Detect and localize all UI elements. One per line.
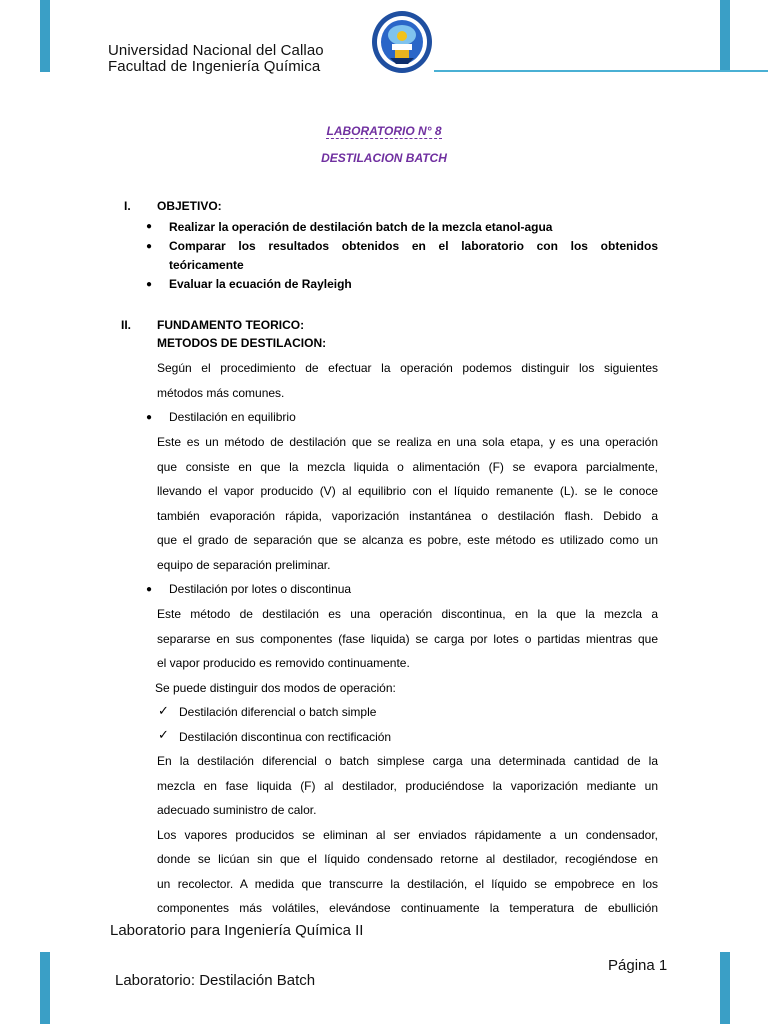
method2-line: separarse en sus componentes (fase liquida) se carga por lotes o partidas mientras que	[157, 632, 658, 646]
bullet-icon: ●	[146, 584, 153, 595]
bullet-icon: ●	[146, 241, 153, 252]
intro-line: métodos más comunes.	[157, 386, 285, 400]
method1-line: que consiste en que la mezcla liquida o alimentación (F) se evapora parcialmente,	[157, 460, 658, 474]
paragraph-line: Los vapores producidos se eliminan al ser enviados rápidamente a un condensador,	[157, 828, 658, 842]
university-seal-logo	[370, 10, 434, 74]
course-footer: Laboratorio para Ingeniería Química II	[110, 922, 364, 939]
university-name: Universidad Nacional del Callao	[108, 42, 324, 59]
lab-topic-title: DESTILACION BATCH	[321, 151, 447, 165]
faculty-name: Facultad de Ingeniería Química	[108, 58, 321, 75]
method1-line: que el grado de separación que se alcanza es pobre, este método es utilizado como un	[157, 533, 658, 547]
lab-number-title: LABORATORIO N° 8	[326, 124, 442, 138]
objective-item: Comparar los resultados obtenidos en el laboratorio con los obtenidos	[169, 239, 658, 253]
paragraph-line: En la destilación diferencial o batch simplese carga una determinada cantidad de la	[157, 754, 658, 768]
bullet-icon: ●	[146, 221, 153, 232]
paragraph-line: componentes más volátiles, elevándose continuamente la temperatura de ebullición	[157, 901, 658, 915]
bullet-icon: ●	[146, 279, 153, 290]
modes-intro: Se puede distinguir dos modos de operación:	[155, 681, 396, 695]
section1-numeral: I.	[124, 199, 131, 213]
right-bottom-bar	[720, 952, 730, 1024]
paragraph-line: adecuado suministro de calor.	[157, 803, 317, 817]
method2-line: Este método de destilación es una operación discontinua, en la que la mezcla a	[157, 607, 658, 621]
method1-title: Destilación en equilibrio	[169, 410, 296, 424]
right-top-bar	[720, 0, 730, 72]
lab-title-footer: Laboratorio: Destilación Batch	[115, 972, 316, 989]
method1-line: también evaporación rápida, vaporización instantánea o destilación flash. Debido a	[157, 509, 658, 523]
objective-item-continued: teóricamente	[169, 258, 244, 272]
method1-line: llevando el vapor producido (V) al equilibrio con el líquido remanente (L). se le conoce	[157, 484, 658, 498]
objective-item: Realizar la operación de destilación batch de la mezcla etanol-agua	[169, 220, 553, 234]
page-number: Página 1	[608, 957, 668, 974]
mode-item: Destilación discontinua con rectificación	[179, 730, 392, 744]
method2-title: Destilación por lotes o discontinua	[169, 582, 352, 596]
left-bottom-bar	[40, 952, 50, 1024]
method1-line: Este es un método de destilación que se realiza en una sola etapa, y es una operación	[157, 435, 658, 449]
checkmark-icon: ✓	[158, 703, 169, 718]
paragraph-line: mezcla en fase liquida (F) al destilador, produciéndose la vaporización mediante un	[157, 779, 658, 793]
header-rule	[434, 70, 768, 72]
objective-item: Evaluar la ecuación de Rayleigh	[169, 277, 352, 291]
mode-item: Destilación diferencial o batch simple	[179, 705, 377, 719]
section2-numeral: II.	[121, 318, 132, 332]
intro-line: Según el procedimiento de efectuar la operación podemos distinguir los siguientes	[157, 361, 658, 375]
left-top-bar	[40, 0, 50, 72]
paragraph-line: un recolector. A medida que transcurre la destilación, el líquido se empobrece en los	[157, 877, 658, 891]
paragraph-line: donde se licúan sin que el líquido condensado retorne al destilador, recogiéndose en	[157, 852, 658, 866]
method1-line: equipo de separación preliminar.	[157, 558, 331, 572]
section1-heading: OBJETIVO:	[157, 199, 222, 213]
section2-subheading: METODOS DE DESTILACION:	[157, 336, 327, 350]
method2-line: el vapor producido es removido continuamente.	[157, 656, 410, 670]
checkmark-icon: ✓	[158, 727, 169, 742]
bullet-icon: ●	[146, 412, 153, 423]
section2-heading: FUNDAMENTO TEORICO:	[157, 318, 305, 332]
